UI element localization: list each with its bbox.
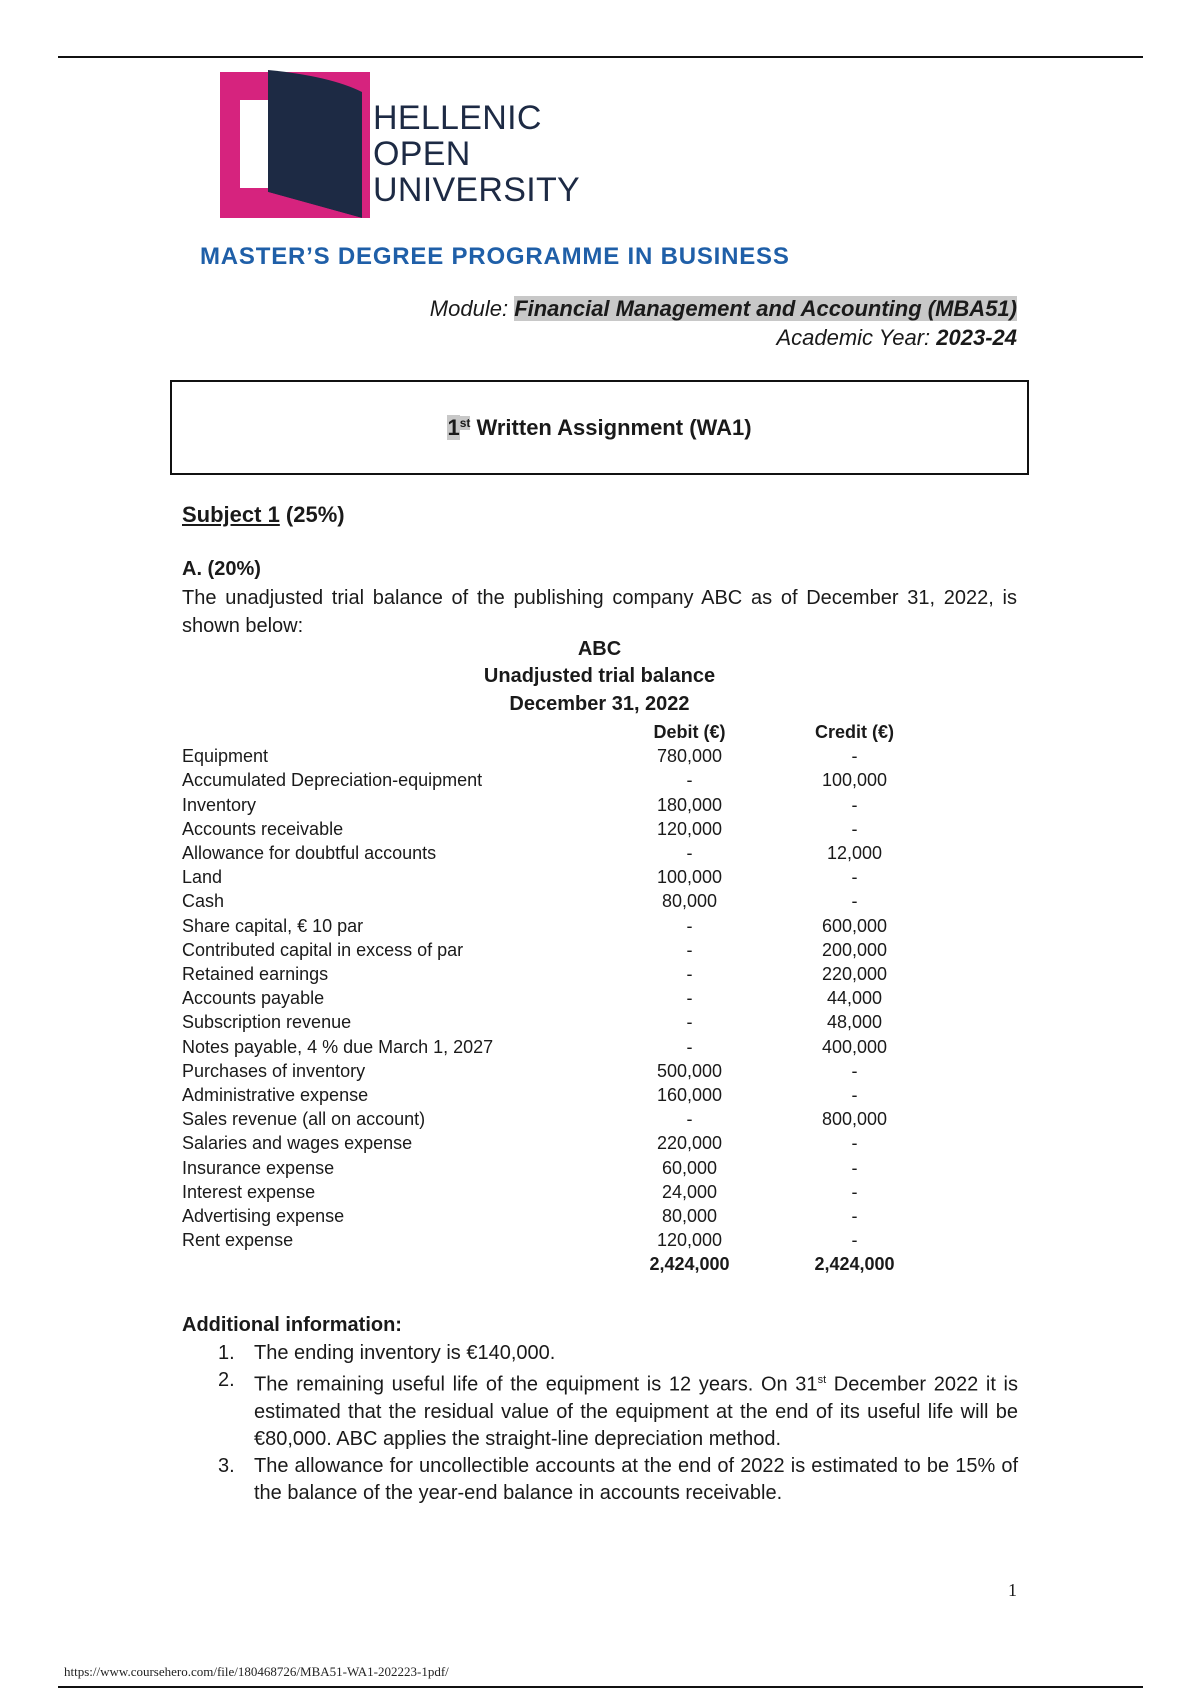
credit-value: 200,000	[821, 939, 888, 960]
assignment-title-box	[170, 380, 1029, 475]
trial-balance-company: ABC	[577, 638, 622, 660]
assignment-ordinal: st	[459, 415, 471, 430]
table-row	[182, 865, 932, 889]
account-name: Accounts payable	[182, 988, 325, 1009]
university-logo	[220, 70, 590, 220]
debit-value: -	[686, 1109, 693, 1130]
debit-column-header: Debit (€)	[653, 722, 726, 742]
debit-value: -	[686, 964, 693, 985]
subject-heading	[182, 502, 345, 528]
account-name: Salaries and wages expense	[182, 1133, 413, 1154]
table-row	[182, 986, 932, 1010]
debit-value: 100,000	[656, 867, 723, 888]
table-row	[182, 1204, 932, 1228]
academic-year-line	[776, 325, 1017, 351]
debit-value: 500,000	[656, 1060, 723, 1081]
account-column-header	[182, 720, 612, 744]
assignment-title	[172, 415, 1027, 441]
table-row	[182, 1083, 932, 1107]
subject-label: Subject 1	[182, 502, 280, 527]
credit-value: -	[851, 867, 858, 888]
debit-value: -	[686, 1012, 693, 1033]
university-name-line: HELLENIC	[373, 99, 542, 137]
credit-value: 12,000	[826, 843, 883, 864]
table-row	[182, 817, 932, 841]
part-a-heading: A. (20%)	[182, 558, 261, 580]
university-name-line: UNIVERSITY	[373, 171, 581, 209]
credit-value: -	[851, 1133, 858, 1154]
programme-title: MASTER’S DEGREE PROGRAMME IN BUSINESS	[200, 243, 790, 270]
table-row	[182, 962, 932, 986]
table-row	[182, 1010, 932, 1034]
account-name: Advertising expense	[182, 1206, 345, 1227]
trial-balance-table	[182, 720, 932, 1277]
account-name: Share capital, € 10 par	[182, 915, 364, 936]
account-name: Retained earnings	[182, 964, 329, 985]
table-row	[182, 793, 932, 817]
table-row	[182, 768, 932, 792]
credit-value: 100,000	[821, 770, 888, 791]
account-name: Rent expense	[182, 1230, 294, 1251]
assignment-number: 1	[447, 415, 460, 440]
table-row	[182, 938, 932, 962]
credit-value: -	[851, 1181, 858, 1202]
debit-value: 180,000	[656, 794, 723, 815]
debit-value: 80,000	[661, 891, 718, 912]
university-name	[373, 100, 580, 208]
list-item-text-cont: December 2022 it is estimated that the residual value of the equipment at the end of its useful life will be €80,000. ABC applies the straight-line depreciation method.	[254, 1373, 1018, 1450]
debit-value: 780,000	[656, 746, 723, 767]
debit-value: 24,000	[661, 1181, 718, 1202]
list-item	[218, 1453, 1018, 1507]
bottom-rule	[58, 1686, 1143, 1688]
credit-value: 44,000	[826, 988, 883, 1009]
credit-value: -	[851, 891, 858, 912]
list-item-number: 1.	[218, 1342, 235, 1364]
credit-value: 600,000	[821, 915, 888, 936]
module-line	[430, 296, 1017, 322]
credit-value: -	[851, 1085, 858, 1106]
table-header-row	[182, 720, 932, 744]
debit-value: 120,000	[656, 818, 723, 839]
credit-total: 2,424,000	[814, 1254, 895, 1275]
totals-row	[182, 1252, 932, 1276]
debit-value: -	[686, 939, 693, 960]
table-row	[182, 1035, 932, 1059]
university-emblem-icon	[220, 70, 370, 220]
trial-balance-body	[182, 744, 932, 1276]
account-name: Land	[182, 867, 223, 888]
table-row	[182, 914, 932, 938]
account-name: Insurance expense	[182, 1157, 335, 1178]
additional-info-title: Additional information:	[182, 1314, 402, 1336]
credit-value: -	[851, 1157, 858, 1178]
table-row	[182, 1180, 932, 1204]
list-item-text: The remaining useful life of the equipment is 12 years. On 31	[254, 1373, 818, 1396]
debit-value: -	[686, 1036, 693, 1057]
university-name-line: OPEN	[373, 135, 471, 173]
credit-value: -	[851, 1230, 858, 1251]
part-a-intro: The unadjusted trial balance of the publishing company ABC as of December 31, 2022, is shown below:	[182, 587, 1017, 637]
table-row	[182, 1131, 932, 1155]
debit-value: 160,000	[656, 1085, 723, 1106]
account-name: Contributed capital in excess of par	[182, 939, 464, 960]
table-row	[182, 744, 932, 768]
credit-value: -	[851, 794, 858, 815]
academic-year-label: Academic Year:	[776, 325, 937, 350]
trial-balance-date: December 31, 2022	[509, 693, 690, 715]
debit-value: -	[686, 843, 693, 864]
debit-value: 120,000	[656, 1230, 723, 1251]
table-row	[182, 1156, 932, 1180]
credit-value: 400,000	[821, 1036, 888, 1057]
account-name: Allowance for doubtful accounts	[182, 843, 437, 864]
debit-value: 80,000	[661, 1206, 718, 1227]
academic-year-value: 2023-24	[936, 325, 1017, 350]
debit-value: 60,000	[661, 1157, 718, 1178]
account-name: Interest expense	[182, 1181, 316, 1202]
module-code: (MBA51)	[927, 296, 1017, 321]
credit-column-header: Credit (€)	[814, 722, 894, 742]
table-row	[182, 841, 932, 865]
account-name: Administrative expense	[182, 1085, 369, 1106]
table-row	[182, 1228, 932, 1252]
module-space	[922, 296, 928, 321]
debit-value: -	[686, 988, 693, 1009]
table-row	[182, 889, 932, 913]
account-name: Equipment	[182, 746, 269, 767]
page-number: 1	[1008, 1580, 1017, 1600]
list-item-ordinal: st	[817, 1374, 827, 1386]
table-row	[182, 1059, 932, 1083]
credit-value: 48,000	[826, 1012, 883, 1033]
top-rule	[58, 56, 1143, 58]
debit-value: -	[686, 770, 693, 791]
list-item	[218, 1340, 1018, 1367]
account-name: Accumulated Depreciation-equipment	[182, 770, 483, 791]
account-name: Inventory	[182, 794, 257, 815]
module-name: Financial Management and Accounting	[514, 296, 922, 321]
module-label: Module:	[429, 296, 515, 321]
account-name: Subscription revenue	[182, 1012, 352, 1033]
list-item-text: The allowance for uncollectible accounts at the end of 2022 is estimated to be 15% of the balance of the year-end balance in accounts receivable.	[254, 1454, 1018, 1504]
debit-total: 2,424,000	[649, 1254, 730, 1275]
totals-label	[182, 1252, 612, 1276]
debit-value: 220,000	[656, 1133, 723, 1154]
trial-balance-title: Unadjusted trial balance	[483, 665, 716, 687]
credit-value: -	[851, 1206, 858, 1227]
account-name: Cash	[182, 891, 225, 912]
credit-value: -	[851, 1060, 858, 1081]
account-name: Sales revenue (all on account)	[182, 1109, 426, 1130]
credit-value: 220,000	[821, 964, 888, 985]
additional-info-list	[218, 1340, 1018, 1507]
list-item	[218, 1367, 1018, 1453]
assignment-title-text: Written Assignment (WA1)	[470, 415, 752, 440]
credit-value: -	[851, 818, 858, 839]
debit-value: -	[686, 915, 693, 936]
table-row	[182, 1107, 932, 1131]
subject-weight: (25%)	[279, 502, 345, 527]
list-item-number: 3.	[218, 1454, 235, 1477]
credit-value: 800,000	[821, 1109, 888, 1130]
list-item-number: 2.	[218, 1369, 235, 1391]
account-name: Accounts receivable	[182, 818, 344, 839]
list-item-text: The ending inventory is €140,000.	[254, 1342, 556, 1364]
account-name: Notes payable, 4 % due March 1, 2027	[182, 1036, 494, 1057]
footer-url: https://www.coursehero.com/file/180468726/MBA51-WA1-202223-1pdf/	[64, 1664, 449, 1679]
account-name: Purchases of inventory	[182, 1060, 366, 1081]
credit-value: -	[851, 746, 858, 767]
